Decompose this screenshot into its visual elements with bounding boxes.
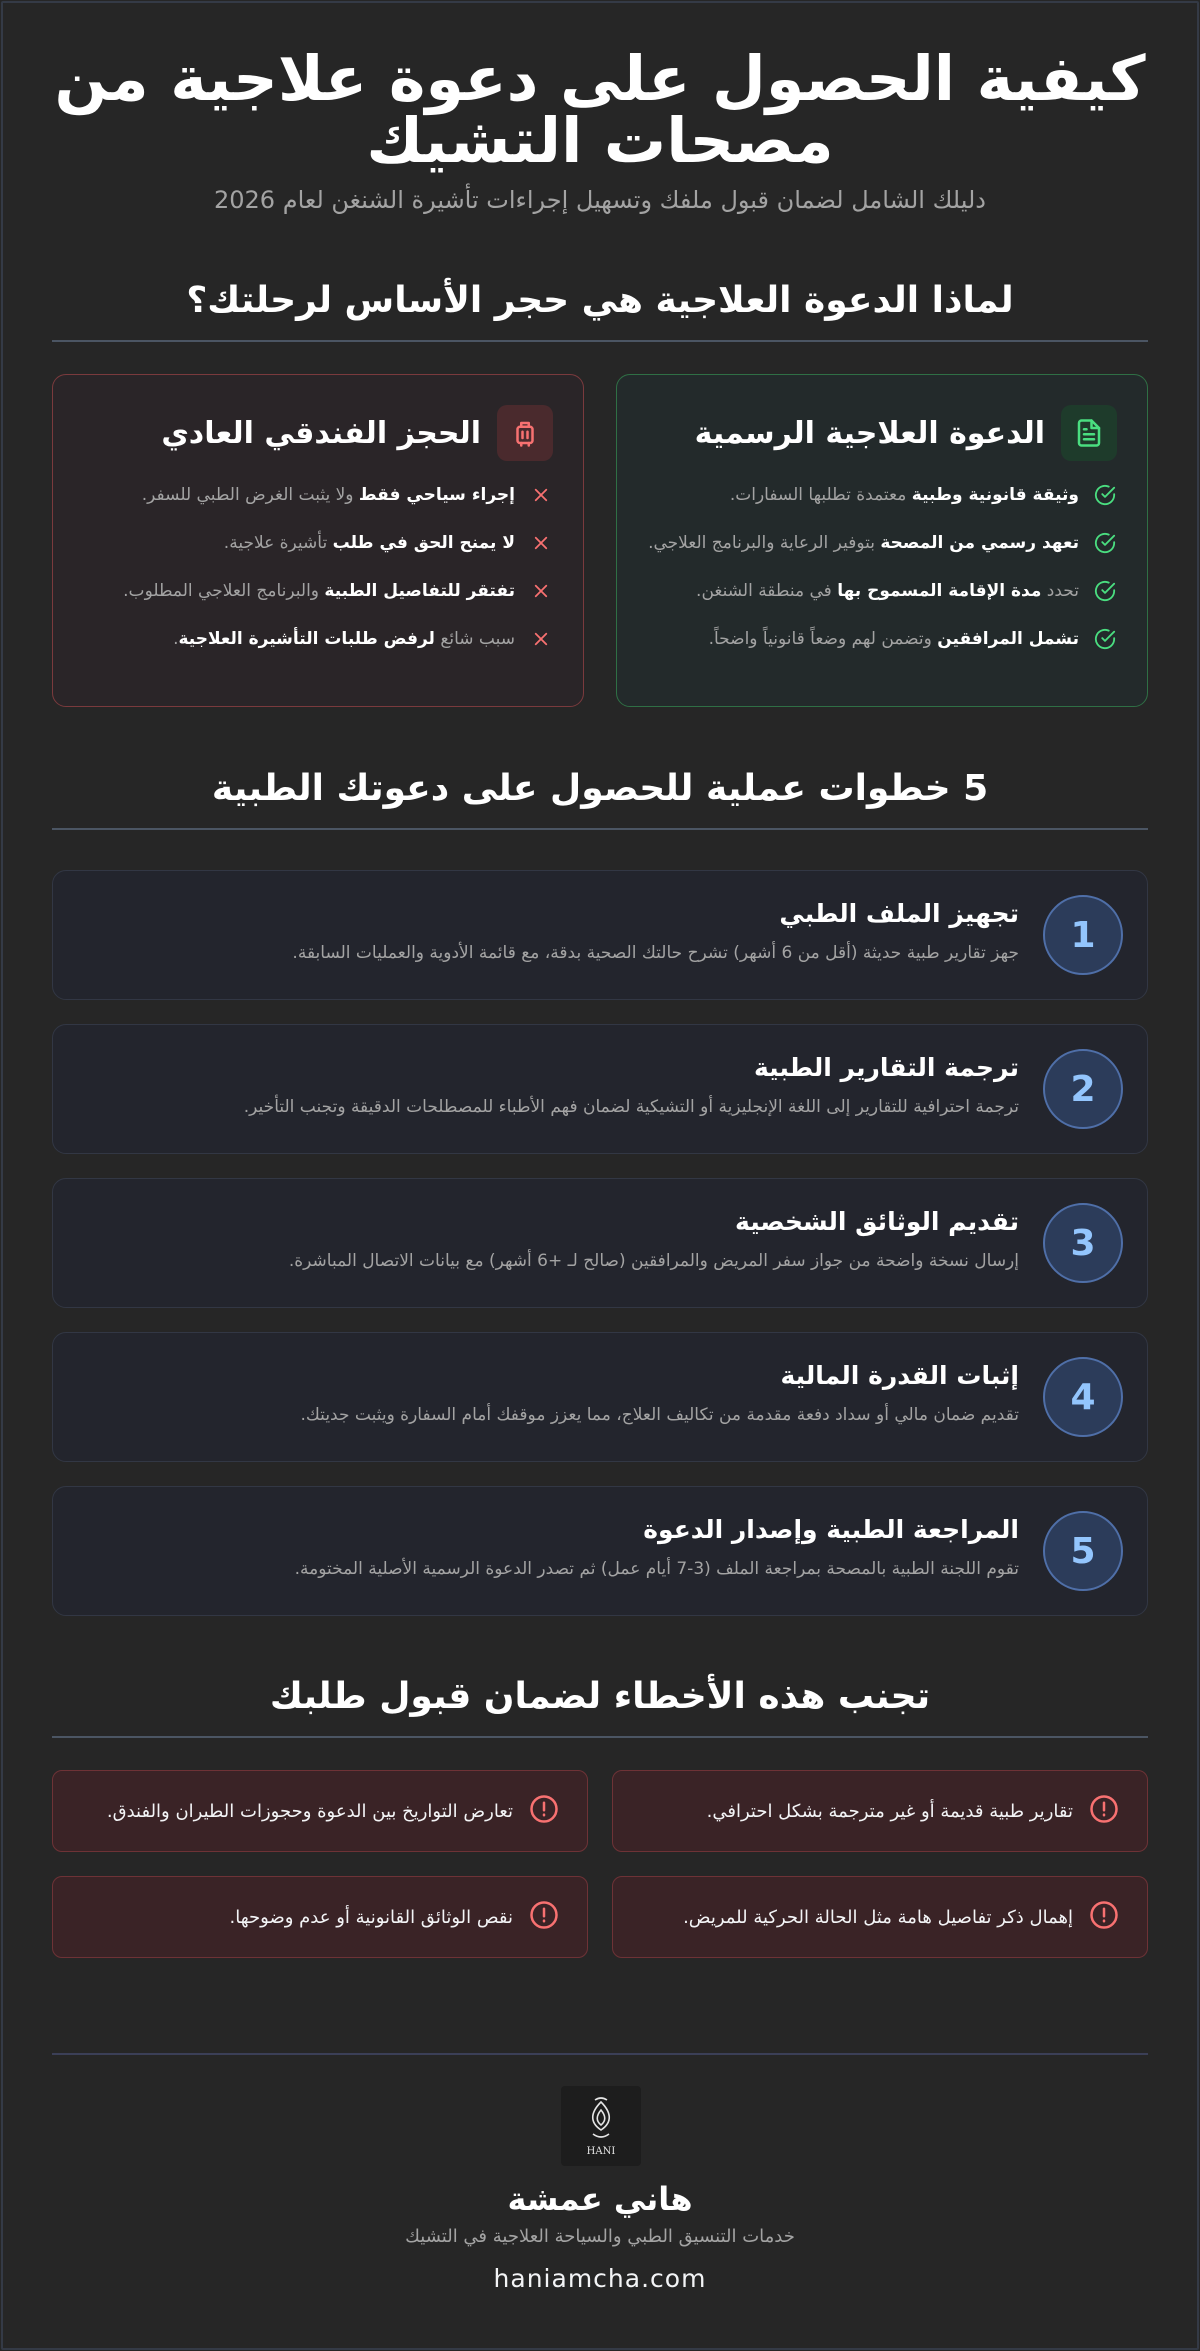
page-frame <box>1 1 1199 2350</box>
step-card <box>52 1024 1148 1154</box>
brand-logo: HANI <box>561 2086 641 2166</box>
list-item <box>647 577 1117 605</box>
list-item-text: تشمل المرافقين وتضمن لهم وضعاً قانونياً واضحاً. <box>708 629 1079 649</box>
step-description: تقوم اللجنة الطبية بالمصحة بمراجعة الملف (3-7 أيام عمل) ثم تصدر الدعوة الرسمية الأصلية المختومة. <box>294 1559 1019 1579</box>
official-card-list <box>647 481 1117 653</box>
alert-circle-icon <box>1089 1794 1119 1829</box>
step-number: 2 <box>1043 1049 1123 1129</box>
website-link[interactable]: haniamcha.com <box>493 2264 707 2293</box>
step-title: تجهيز الملف الطبي <box>779 899 1019 928</box>
mistake-item <box>52 1876 588 1958</box>
step-number: 4 <box>1043 1357 1123 1437</box>
official-invitation-card <box>616 374 1148 707</box>
hotel-booking-card <box>52 374 584 707</box>
why-section-title: لماذا الدعوة العلاجية هي حجر الأساس لرحلتك؟ <box>186 280 1014 321</box>
step-card <box>52 1486 1148 1616</box>
list-item-text: إجراء سياحي فقط ولا يثبت الغرض الطبي للسفر. <box>141 485 515 505</box>
check-circle-icon <box>1093 577 1117 605</box>
list-item <box>647 481 1117 509</box>
list-item-text: تحدد مدة الإقامة المسموح بها في منطقة الشنغن. <box>696 581 1079 601</box>
mistake-text: تعارض التواريخ بين الدعوة وحجوزات الطيران والفندق. <box>106 1800 513 1822</box>
mistake-item <box>612 1876 1148 1958</box>
list-item-text: تفتقر للتفاصيل الطبية والبرنامج العلاجي المطلوب. <box>123 581 515 601</box>
mistake-text: تقارير طبية قديمة أو غير مترجمة بشكل احترافي. <box>706 1800 1073 1822</box>
hotel-card-list <box>83 481 553 653</box>
list-item <box>83 625 553 653</box>
step-title: المراجعة الطبية وإصدار الدعوة <box>643 1515 1019 1544</box>
x-icon <box>529 529 553 557</box>
step-card <box>52 1332 1148 1462</box>
step-title: تقديم الوثائق الشخصية <box>735 1207 1019 1236</box>
step-title: ترجمة التقارير الطبية <box>753 1053 1019 1082</box>
list-item <box>83 577 553 605</box>
step-number: 3 <box>1043 1203 1123 1283</box>
document-icon <box>1061 405 1117 461</box>
brand-name: هاني عمشة <box>507 2180 693 2218</box>
page-subtitle: دليلك الشامل لضمان قبول ملفك وتسهيل إجراءات تأشيرة الشنغن لعام 2026 <box>214 186 986 214</box>
x-icon <box>529 481 553 509</box>
list-item-text: لا يمنح الحق في طلب تأشيرة علاجية. <box>223 533 515 553</box>
check-circle-icon <box>1093 481 1117 509</box>
step-description: تقديم ضمان مالي أو سداد دفعة مقدمة من تكاليف العلاج، مما يعزز موقفك أمام السفارة ويثبت جديتك. <box>300 1405 1019 1425</box>
list-item-text: سبب شائع لرفض طلبات التأشيرة العلاجية. <box>173 629 515 649</box>
step-description: جهز تقارير طبية حديثة (أقل من 6 أشهر) تشرح حالتك الصحية بدقة، مع قائمة الأدوية والعمليات السابقة. <box>292 943 1019 963</box>
footer-divider <box>52 2053 1148 2055</box>
alert-circle-icon <box>529 1794 559 1829</box>
page-title: كيفية الحصول على دعوة علاجية من مصحات التشيك <box>54 42 1146 177</box>
list-item-text: وثيقة قانونية وطبية معتمدة تطلبها السفارات. <box>729 485 1079 505</box>
step-card <box>52 870 1148 1000</box>
x-icon <box>529 577 553 605</box>
x-icon <box>529 625 553 653</box>
alert-circle-icon <box>1089 1900 1119 1935</box>
step-number: 5 <box>1043 1511 1123 1591</box>
section-divider <box>52 1736 1148 1738</box>
list-item <box>83 529 553 557</box>
list-item-text: تعهد رسمي من المصحة بتوفير الرعاية والبرنامج العلاجي. <box>648 533 1079 553</box>
step-card <box>52 1178 1148 1308</box>
brand-tagline: خدمات التنسيق الطبي والسياحة العلاجية في التشيك <box>405 2226 795 2247</box>
list-item <box>647 529 1117 557</box>
list-item <box>647 625 1117 653</box>
step-description: ترجمة احترافية للتقارير إلى اللغة الإنجليزية أو التشيكية لضمان فهم الأطباء للمصطلحات الدقيقة وتجنب التأخير. <box>243 1097 1019 1117</box>
luggage-icon <box>497 405 553 461</box>
mistakes-section-title: تجنب هذه الأخطاء لضمان قبول طلبك <box>269 1676 931 1717</box>
mistake-text: إهمال ذكر تفاصيل هامة مثل الحالة الحركية للمريض. <box>683 1906 1073 1928</box>
check-circle-icon <box>1093 529 1117 557</box>
official-card-title: الدعوة العلاجية الرسمية <box>694 415 1045 451</box>
step-number: 1 <box>1043 895 1123 975</box>
steps-section-title: 5 خطوات عملية للحصول على دعوتك الطبية <box>211 768 989 809</box>
hotel-card-title: الحجز الفندقي العادي <box>161 415 481 451</box>
check-circle-icon <box>1093 625 1117 653</box>
mistake-text: نقص الوثائق القانونية أو عدم وضوحها. <box>229 1906 513 1928</box>
mistake-item <box>612 1770 1148 1852</box>
section-divider <box>52 828 1148 830</box>
section-divider <box>52 340 1148 342</box>
alert-circle-icon <box>529 1900 559 1935</box>
logo-emblem-icon <box>581 2096 621 2144</box>
list-item <box>83 481 553 509</box>
mistake-item <box>52 1770 588 1852</box>
step-title: إثبات القدرة المالية <box>780 1361 1019 1390</box>
step-description: إرسال نسخة واضحة من جواز سفر المريض والمرافقين (صالح لـ +6 أشهر) مع بيانات الاتصال المباشرة. <box>288 1251 1019 1271</box>
